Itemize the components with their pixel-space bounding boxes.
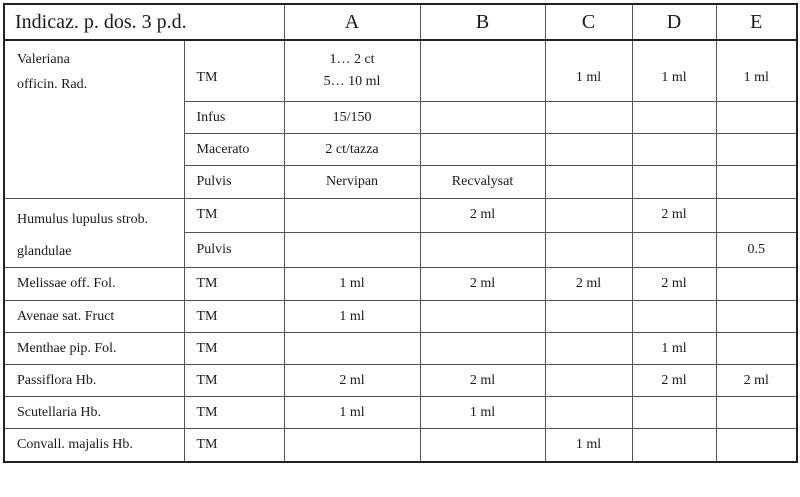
dose-cell-c: 1 ml [545,40,632,102]
dose-cell-b: Recvalysat [420,166,545,199]
column-header-d: D [632,4,716,40]
dose-cell-e [716,268,797,301]
dose-cell-d [632,102,716,134]
plant-name-valeriana [4,40,184,199]
plant-name-humulus [4,199,184,268]
dose-cell-b: 1 ml [420,397,545,429]
dose-cell-d [632,166,716,199]
table-row [4,301,797,333]
preparation-form: Pulvis [184,166,284,199]
dose-cell-d: 1 ml [632,333,716,365]
dose-cell-b [420,301,545,333]
dose-cell-d [632,429,716,463]
dose-cell-b [420,102,545,134]
dose-cell-a: Nervipan [284,166,420,199]
dose-cell-d: 2 ml [632,365,716,397]
dose-cell-e [716,102,797,134]
plant-name-line: Valeriana [17,52,70,67]
dose-cell-b [420,134,545,166]
dose-cell-e [716,301,797,333]
preparation-form: Macerato [184,134,284,166]
dose-cell-d [632,232,716,267]
preparation-form: TM [184,301,284,333]
plant-name-line: Humulus lupulus strob. [17,212,149,227]
dose-cell-b [420,232,545,267]
plant-name: Melissae off. Fol. [4,268,184,301]
dose-cell-e [716,166,797,199]
dose-cell-e: 1 ml [716,40,797,102]
preparation-form: TM [184,365,284,397]
preparation-form: TM [184,429,284,463]
dose-cell-a [284,199,420,233]
dose-cell-a: 2 ct/tazza [284,134,420,166]
dose-cell-c [545,333,632,365]
dose-cell-d: 2 ml [632,268,716,301]
preparation-form: Pulvis [184,232,284,267]
dose-cell-c [545,102,632,134]
plant-name: Avenae sat. Fruct [4,301,184,333]
dose-cell-b: 2 ml [420,268,545,301]
dose-cell-d [632,397,716,429]
dose-cell-a: 1 ml [284,268,420,301]
dose-cell-e [716,397,797,429]
dose-cell-c: 2 ml [545,268,632,301]
dose-cell-b [420,333,545,365]
dose-cell-a [284,232,420,267]
dose-line: 5… 10 ml [323,74,381,89]
dose-cell-c [545,232,632,267]
dose-cell-e [716,134,797,166]
table-row [4,397,797,429]
dose-cell-d: 1 ml [632,40,716,102]
dose-cell-e [716,333,797,365]
dose-cell-c [545,365,632,397]
table-header-row [4,4,797,40]
dose-cell-a: 1 ml [284,301,420,333]
plant-name: Convall. majalis Hb. [4,429,184,463]
dose-cell-d: 2 ml [632,199,716,233]
dose-cell-e [716,199,797,233]
dose-cell-a: 1 ml [284,397,420,429]
dose-cell-e [716,429,797,463]
dose-cell-c: 1 ml [545,429,632,463]
table-row [4,429,797,463]
plant-name: Passiflora Hb. [4,365,184,397]
dose-cell-a [284,429,420,463]
dose-cell-a [284,333,420,365]
plant-name-line: officin. Rad. [17,77,88,92]
dose-cell-b: 2 ml [420,365,545,397]
table-row [4,40,797,102]
dose-cell-c [545,134,632,166]
preparation-form: Infus [184,102,284,134]
table-row [4,199,797,233]
preparation-form: TM [184,40,284,102]
dose-cell-c [545,301,632,333]
dose-cell-e: 2 ml [716,365,797,397]
dosage-table [3,3,798,463]
dose-line: 1… 2 ct [329,52,375,67]
dose-cell-b: 2 ml [420,199,545,233]
preparation-form: TM [184,268,284,301]
dose-cell-c [545,397,632,429]
dosage-table-container [3,3,796,470]
preparation-form: TM [184,397,284,429]
dose-cell-d [632,301,716,333]
dose-cell-c [545,166,632,199]
table-row [4,365,797,397]
plant-name: Menthae pip. Fol. [4,333,184,365]
dose-cell-a: 15/150 [284,102,420,134]
preparation-form: TM [184,333,284,365]
table-row [4,333,797,365]
dose-cell-d [632,134,716,166]
plant-name-line: glandulae [17,244,72,259]
column-header-e: E [716,4,797,40]
preparation-form: TM [184,199,284,233]
column-header-c: C [545,4,632,40]
header-dosage-label: Indicaz. p. dos. 3 p.d. [4,4,284,40]
column-header-a: A [284,4,420,40]
dose-cell-e: 0.5 [716,232,797,267]
dose-cell-a [284,40,420,102]
dose-cell-b [420,40,545,102]
dose-cell-b [420,429,545,463]
column-header-b: B [420,4,545,40]
dose-cell-a: 2 ml [284,365,420,397]
dose-cell-c [545,199,632,233]
table-row [4,268,797,301]
plant-name: Scutellaria Hb. [4,397,184,429]
